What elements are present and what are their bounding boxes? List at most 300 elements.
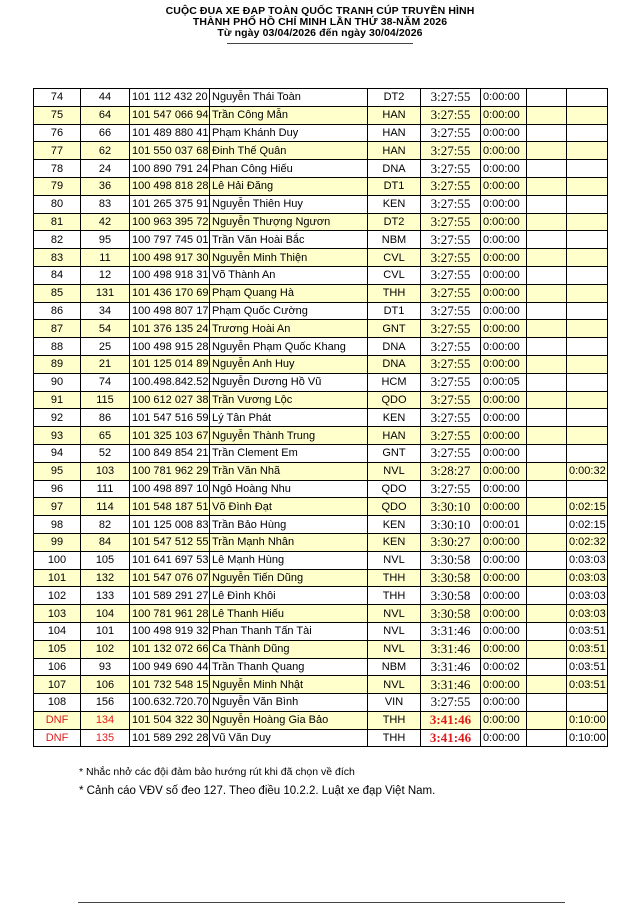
cell-rider-name: Trương Hoài An [210, 320, 368, 338]
cell-uci-id: 101 732 548 15 [130, 676, 210, 694]
table-row [34, 462, 608, 480]
cell-team: NVL [368, 462, 421, 480]
cell-uci-id: 101 547 516 59 [130, 409, 210, 427]
cell-rider-name: Trần Clement Em [210, 444, 368, 462]
cell-gap [567, 106, 608, 124]
cell-team: KEN [368, 533, 421, 551]
cell-time: 3:27:55 [421, 373, 481, 391]
cell-team: KEN [368, 516, 421, 534]
cell-bonus: 0:00:00 [481, 480, 527, 498]
cell-uci-id: 101 436 170 69 [130, 284, 210, 302]
cell-time: 3:28:27 [421, 462, 481, 480]
cell-empty [527, 391, 567, 409]
cell-uci-id: 101 489 880 41 [130, 124, 210, 142]
cell-bonus: 0:00:00 [481, 338, 527, 356]
cell-uci-id: 100 781 962 29 [130, 462, 210, 480]
cell-gap: 0:10:00 [567, 711, 608, 729]
cell-bib: 82 [81, 516, 130, 534]
cell-gap [567, 284, 608, 302]
table-row [34, 694, 608, 712]
cell-rank: 91 [34, 391, 81, 409]
cell-rider-name: Trần Văn Hoài Bắc [210, 231, 368, 249]
cell-team: THH [368, 284, 421, 302]
cell-rider-name: Lê Thanh Hiếu [210, 605, 368, 623]
cell-rank: 86 [34, 302, 81, 320]
cell-gap: 0:10:00 [567, 729, 608, 747]
cell-bonus: 0:00:00 [481, 444, 527, 462]
cell-bib: 95 [81, 231, 130, 249]
cell-empty [527, 142, 567, 160]
cell-team: THH [368, 587, 421, 605]
cell-time: 3:30:10 [421, 516, 481, 534]
cell-time: 3:27:55 [421, 231, 481, 249]
cell-empty [527, 551, 567, 569]
cell-rank: 107 [34, 676, 81, 694]
cell-rank: DNF [34, 711, 81, 729]
cell-bib: 104 [81, 605, 130, 623]
cell-rank: 89 [34, 355, 81, 373]
cell-team: HCM [368, 373, 421, 391]
cell-rank: 77 [34, 142, 81, 160]
cell-gap [567, 373, 608, 391]
cell-bib: 54 [81, 320, 130, 338]
cell-rider-name: Trần Vương Lộc [210, 391, 368, 409]
cell-bib: 102 [81, 640, 130, 658]
cell-bib: 133 [81, 587, 130, 605]
cell-empty [527, 729, 567, 747]
cell-rank: 105 [34, 640, 81, 658]
cell-uci-id: 100 781 961 28 [130, 605, 210, 623]
cell-uci-id: 101 550 037 68 [130, 142, 210, 160]
cell-team: HAN [368, 124, 421, 142]
cell-bib: 64 [81, 106, 130, 124]
cell-bonus: 0:00:00 [481, 551, 527, 569]
cell-bonus: 0:00:00 [481, 106, 527, 124]
cell-empty [527, 231, 567, 249]
cell-empty [527, 640, 567, 658]
table-row [34, 160, 608, 178]
cell-bonus: 0:00:00 [481, 302, 527, 320]
results-body [34, 89, 608, 747]
cell-rider-name: Lê Đình Khôi [210, 587, 368, 605]
note-warning: * Cảnh cáo VĐV số đeo 127. Theo điều 10.2.2. Luật xe đạp Việt Nam. [79, 785, 436, 797]
cell-uci-id: 101 125 014 89 [130, 355, 210, 373]
table-row [34, 391, 608, 409]
cell-team: THH [368, 729, 421, 747]
cell-time: 3:27:55 [421, 284, 481, 302]
cell-time: 3:27:55 [421, 338, 481, 356]
cell-time: 3:27:55 [421, 694, 481, 712]
cell-gap: 0:03:51 [567, 622, 608, 640]
table-row [34, 177, 608, 195]
cell-uci-id: 100 612 027 38 [130, 391, 210, 409]
cell-gap: 0:03:03 [567, 551, 608, 569]
cell-uci-id: 100 498 897 10 [130, 480, 210, 498]
table-row [34, 480, 608, 498]
table-row [34, 622, 608, 640]
cell-rider-name: Trần Mạnh Nhân [210, 533, 368, 551]
cell-uci-id: 101 265 375 91 [130, 195, 210, 213]
cell-team: DNA [368, 338, 421, 356]
cell-bib: 156 [81, 694, 130, 712]
cell-empty [527, 480, 567, 498]
cell-team: QDO [368, 391, 421, 409]
cell-gap [567, 444, 608, 462]
cell-team: CVL [368, 266, 421, 284]
cell-gap [567, 89, 608, 107]
cell-gap [567, 427, 608, 445]
cell-uci-id: 100 498 807 17 [130, 302, 210, 320]
table-row [34, 409, 608, 427]
cell-gap [567, 160, 608, 178]
cell-gap [567, 302, 608, 320]
cell-team: NVL [368, 676, 421, 694]
cell-uci-id: 100 797 745 01 [130, 231, 210, 249]
cell-bonus: 0:00:00 [481, 640, 527, 658]
cell-bonus: 0:00:00 [481, 124, 527, 142]
notes-section [79, 765, 435, 799]
table-row [34, 427, 608, 445]
cell-gap: 0:03:51 [567, 640, 608, 658]
cell-rank: 76 [34, 124, 81, 142]
cell-time: 3:27:55 [421, 142, 481, 160]
cell-team: NVL [368, 640, 421, 658]
cell-empty [527, 605, 567, 623]
cell-bib: 106 [81, 676, 130, 694]
cell-bib: 65 [81, 427, 130, 445]
cell-team: DNA [368, 160, 421, 178]
cell-uci-id: 101 547 066 94 [130, 106, 210, 124]
cell-team: NVL [368, 551, 421, 569]
table-row [34, 124, 608, 142]
cell-bib: 84 [81, 533, 130, 551]
cell-rider-name: Trần Văn Nhã [210, 462, 368, 480]
cell-rider-name: Nguyễn Minh Nhật [210, 676, 368, 694]
cell-uci-id: 100 963 395 72 [130, 213, 210, 231]
cell-bib: 66 [81, 124, 130, 142]
cell-bonus: 0:00:00 [481, 694, 527, 712]
cell-rider-name: Phạm Khánh Duy [210, 124, 368, 142]
cell-rider-name: Phạm Quang Hà [210, 284, 368, 302]
cell-empty [527, 694, 567, 712]
table-row [34, 498, 608, 516]
cell-empty [527, 249, 567, 267]
cell-rank: 93 [34, 427, 81, 445]
cell-uci-id: 100 949 690 44 [130, 658, 210, 676]
cell-gap: 0:03:51 [567, 658, 608, 676]
cell-uci-id: 101 589 292 28 [130, 729, 210, 747]
cell-bib: 86 [81, 409, 130, 427]
cell-empty [527, 462, 567, 480]
cell-bib: 93 [81, 658, 130, 676]
cell-time: 3:31:46 [421, 622, 481, 640]
cell-rank: 108 [34, 694, 81, 712]
cell-bonus: 0:00:00 [481, 231, 527, 249]
cell-rider-name: Nguyễn Minh Thiện [210, 249, 368, 267]
cell-bonus: 0:00:00 [481, 249, 527, 267]
cell-uci-id: 100 498 915 28 [130, 338, 210, 356]
cell-uci-id: 101 504 322 30 [130, 711, 210, 729]
cell-bib: 25 [81, 338, 130, 356]
cell-rank: 94 [34, 444, 81, 462]
cell-time: 3:30:27 [421, 533, 481, 551]
cell-gap: 0:03:03 [567, 587, 608, 605]
table-row [34, 249, 608, 267]
cell-time: 3:27:55 [421, 89, 481, 107]
cell-time: 3:27:55 [421, 160, 481, 178]
cell-uci-id: 101 325 103 67 [130, 427, 210, 445]
cell-empty [527, 213, 567, 231]
cell-rank: 100 [34, 551, 81, 569]
table-row [34, 106, 608, 124]
cell-empty [527, 373, 567, 391]
cell-empty [527, 302, 567, 320]
cell-empty [527, 427, 567, 445]
cell-rank: 96 [34, 480, 81, 498]
cell-bib: 103 [81, 462, 130, 480]
cell-uci-id: 100 890 791 24 [130, 160, 210, 178]
table-row [34, 640, 608, 658]
cell-bib: 115 [81, 391, 130, 409]
cell-bib: 11 [81, 249, 130, 267]
cell-rider-name: Nguyễn Văn Bình [210, 694, 368, 712]
cell-rider-name: Nguyễn Hoàng Gia Bảo [210, 711, 368, 729]
cell-bonus: 0:00:00 [481, 498, 527, 516]
table-row [34, 605, 608, 623]
cell-bonus: 0:00:00 [481, 605, 527, 623]
cell-uci-id: 101 132 072 66 [130, 640, 210, 658]
cell-team: VIN [368, 694, 421, 712]
cell-time: 3:27:55 [421, 213, 481, 231]
cell-rider-name: Trần Công Mẫn [210, 106, 368, 124]
cell-empty [527, 658, 567, 676]
table-row [34, 551, 608, 569]
race-dates: Từ ngày 03/04/2026 đến ngày 30/04/2026 [217, 27, 423, 39]
cell-rank: 103 [34, 605, 81, 623]
cell-rider-name: Phạm Quốc Cường [210, 302, 368, 320]
cell-bonus: 0:00:05 [481, 373, 527, 391]
cell-gap [567, 213, 608, 231]
race-title: CUỘC ĐUA XE ĐẠP TOÀN QUỐC TRANH CÚP TRUYỀN HÌNH [165, 5, 475, 17]
cell-gap: 0:03:03 [567, 605, 608, 623]
table-row [34, 533, 608, 551]
cell-rider-name: Lê Mạnh Hùng [210, 551, 368, 569]
cell-rider-name: Phan Thanh Tấn Tài [210, 622, 368, 640]
cell-rider-name: Lê Hải Đăng [210, 177, 368, 195]
cell-gap [567, 124, 608, 142]
cell-team: DT2 [368, 213, 421, 231]
cell-bib: 105 [81, 551, 130, 569]
cell-empty [527, 711, 567, 729]
cell-rider-name: Ngô Hoàng Nhu [210, 480, 368, 498]
cell-empty [527, 355, 567, 373]
cell-empty [527, 284, 567, 302]
cell-empty [527, 498, 567, 516]
cell-rider-name: Lý Tân Phát [210, 409, 368, 427]
cell-rank: 101 [34, 569, 81, 587]
cell-rider-name: Võ Đình Đạt [210, 498, 368, 516]
cell-rider-name: Trần Bảo Hùng [210, 516, 368, 534]
cell-team: DNA [368, 355, 421, 373]
cell-uci-id: 101 548 187 51 [130, 498, 210, 516]
cell-team: CVL [368, 249, 421, 267]
cell-bib: 24 [81, 160, 130, 178]
cell-rider-name: Trần Thanh Quang [210, 658, 368, 676]
table-row [34, 444, 608, 462]
cell-rider-name: Nguyễn Thái Toàn [210, 89, 368, 107]
cell-gap: 0:03:51 [567, 676, 608, 694]
cell-rider-name: Nguyễn Phạm Quốc Khang [210, 338, 368, 356]
cell-uci-id: 100 849 854 21 [130, 444, 210, 462]
results-table [33, 88, 608, 747]
cell-time: 3:27:55 [421, 409, 481, 427]
cell-bonus: 0:00:02 [481, 658, 527, 676]
cell-gap: 0:00:32 [567, 462, 608, 480]
cell-rank: 104 [34, 622, 81, 640]
cell-rank: 82 [34, 231, 81, 249]
cell-time: 3:27:55 [421, 444, 481, 462]
cell-rank: 80 [34, 195, 81, 213]
cell-team: GNT [368, 320, 421, 338]
cell-bib: 111 [81, 480, 130, 498]
cell-team: QDO [368, 480, 421, 498]
table-row [34, 729, 608, 747]
cell-empty [527, 124, 567, 142]
cell-rank: 78 [34, 160, 81, 178]
cell-bonus: 0:00:00 [481, 409, 527, 427]
cell-rank: 99 [34, 533, 81, 551]
cell-time: 3:31:46 [421, 676, 481, 694]
table-row [34, 89, 608, 107]
cell-rider-name: Nguyễn Thượng Ngươn [210, 213, 368, 231]
table-row [34, 302, 608, 320]
cell-gap [567, 231, 608, 249]
cell-bonus: 0:00:00 [481, 195, 527, 213]
cell-bonus: 0:00:00 [481, 711, 527, 729]
cell-gap [567, 409, 608, 427]
table-row [34, 516, 608, 534]
cell-team: HAN [368, 427, 421, 445]
cell-rank: 95 [34, 462, 81, 480]
cell-time: 3:41:46 [421, 711, 481, 729]
cell-bonus: 0:00:00 [481, 177, 527, 195]
cell-bib: 101 [81, 622, 130, 640]
cell-bonus: 0:00:00 [481, 142, 527, 160]
cell-rank: 90 [34, 373, 81, 391]
cell-bib: 52 [81, 444, 130, 462]
cell-bonus: 0:00:00 [481, 533, 527, 551]
cell-team: KEN [368, 195, 421, 213]
cell-bib: 36 [81, 177, 130, 195]
cell-bib: 42 [81, 213, 130, 231]
cell-team: KEN [368, 409, 421, 427]
cell-bib: 62 [81, 142, 130, 160]
cell-time: 3:27:55 [421, 391, 481, 409]
footer-divider [78, 902, 565, 903]
cell-time: 3:27:55 [421, 106, 481, 124]
cell-empty [527, 338, 567, 356]
table-row [34, 569, 608, 587]
table-row [34, 658, 608, 676]
cell-gap: 0:02:15 [567, 516, 608, 534]
cell-bib: 12 [81, 266, 130, 284]
cell-rank: 75 [34, 106, 81, 124]
cell-empty [527, 587, 567, 605]
cell-team: NVL [368, 622, 421, 640]
cell-uci-id: 101 641 697 53 [130, 551, 210, 569]
cell-team: DT2 [368, 89, 421, 107]
cell-time: 3:27:55 [421, 320, 481, 338]
table-row [34, 213, 608, 231]
cell-empty [527, 676, 567, 694]
table-row [34, 373, 608, 391]
cell-gap [567, 177, 608, 195]
cell-time: 3:27:55 [421, 195, 481, 213]
cell-rank: 97 [34, 498, 81, 516]
cell-uci-id: 101 376 135 24 [130, 320, 210, 338]
table-row [34, 320, 608, 338]
header-divider [227, 43, 413, 44]
cell-bib: 135 [81, 729, 130, 747]
cell-empty [527, 195, 567, 213]
cell-gap [567, 694, 608, 712]
cell-bonus: 0:00:00 [481, 213, 527, 231]
cell-team: HAN [368, 106, 421, 124]
cell-uci-id: 100.498.842.52 [130, 373, 210, 391]
cell-bonus: 0:00:00 [481, 462, 527, 480]
cell-gap [567, 249, 608, 267]
cell-empty [527, 106, 567, 124]
cell-time: 3:27:55 [421, 177, 481, 195]
cell-bonus: 0:00:00 [481, 320, 527, 338]
cell-team: NVL [368, 605, 421, 623]
cell-uci-id: 101 547 512 55 [130, 533, 210, 551]
cell-empty [527, 266, 567, 284]
table-row [34, 231, 608, 249]
cell-bib: 34 [81, 302, 130, 320]
cell-uci-id: 101 125 008 83 [130, 516, 210, 534]
cell-empty [527, 89, 567, 107]
cell-team: DT1 [368, 302, 421, 320]
cell-bib: 134 [81, 711, 130, 729]
cell-rider-name: Vũ Văn Duy [210, 729, 368, 747]
cell-empty [527, 160, 567, 178]
cell-bib: 131 [81, 284, 130, 302]
cell-uci-id: 100.632.720.70 [130, 694, 210, 712]
cell-bonus: 0:00:00 [481, 160, 527, 178]
cell-time: 3:41:46 [421, 729, 481, 747]
cell-bonus: 0:00:00 [481, 284, 527, 302]
cell-rank: 88 [34, 338, 81, 356]
cell-bib: 114 [81, 498, 130, 516]
table-row [34, 711, 608, 729]
cell-gap: 0:02:32 [567, 533, 608, 551]
cell-team: DT1 [368, 177, 421, 195]
table-row [34, 284, 608, 302]
cell-bib: 74 [81, 373, 130, 391]
cell-team: THH [368, 569, 421, 587]
cell-rider-name: Nguyễn Thành Trung [210, 427, 368, 445]
cell-rider-name: Nguyễn Dương Hồ Vũ [210, 373, 368, 391]
cell-empty [527, 622, 567, 640]
cell-rank: DNF [34, 729, 81, 747]
cell-time: 3:30:58 [421, 587, 481, 605]
cell-uci-id: 101 547 076 07 [130, 569, 210, 587]
cell-time: 3:27:55 [421, 124, 481, 142]
cell-time: 3:30:10 [421, 498, 481, 516]
cell-bonus: 0:00:00 [481, 587, 527, 605]
cell-rider-name: Ca Thành Dũng [210, 640, 368, 658]
